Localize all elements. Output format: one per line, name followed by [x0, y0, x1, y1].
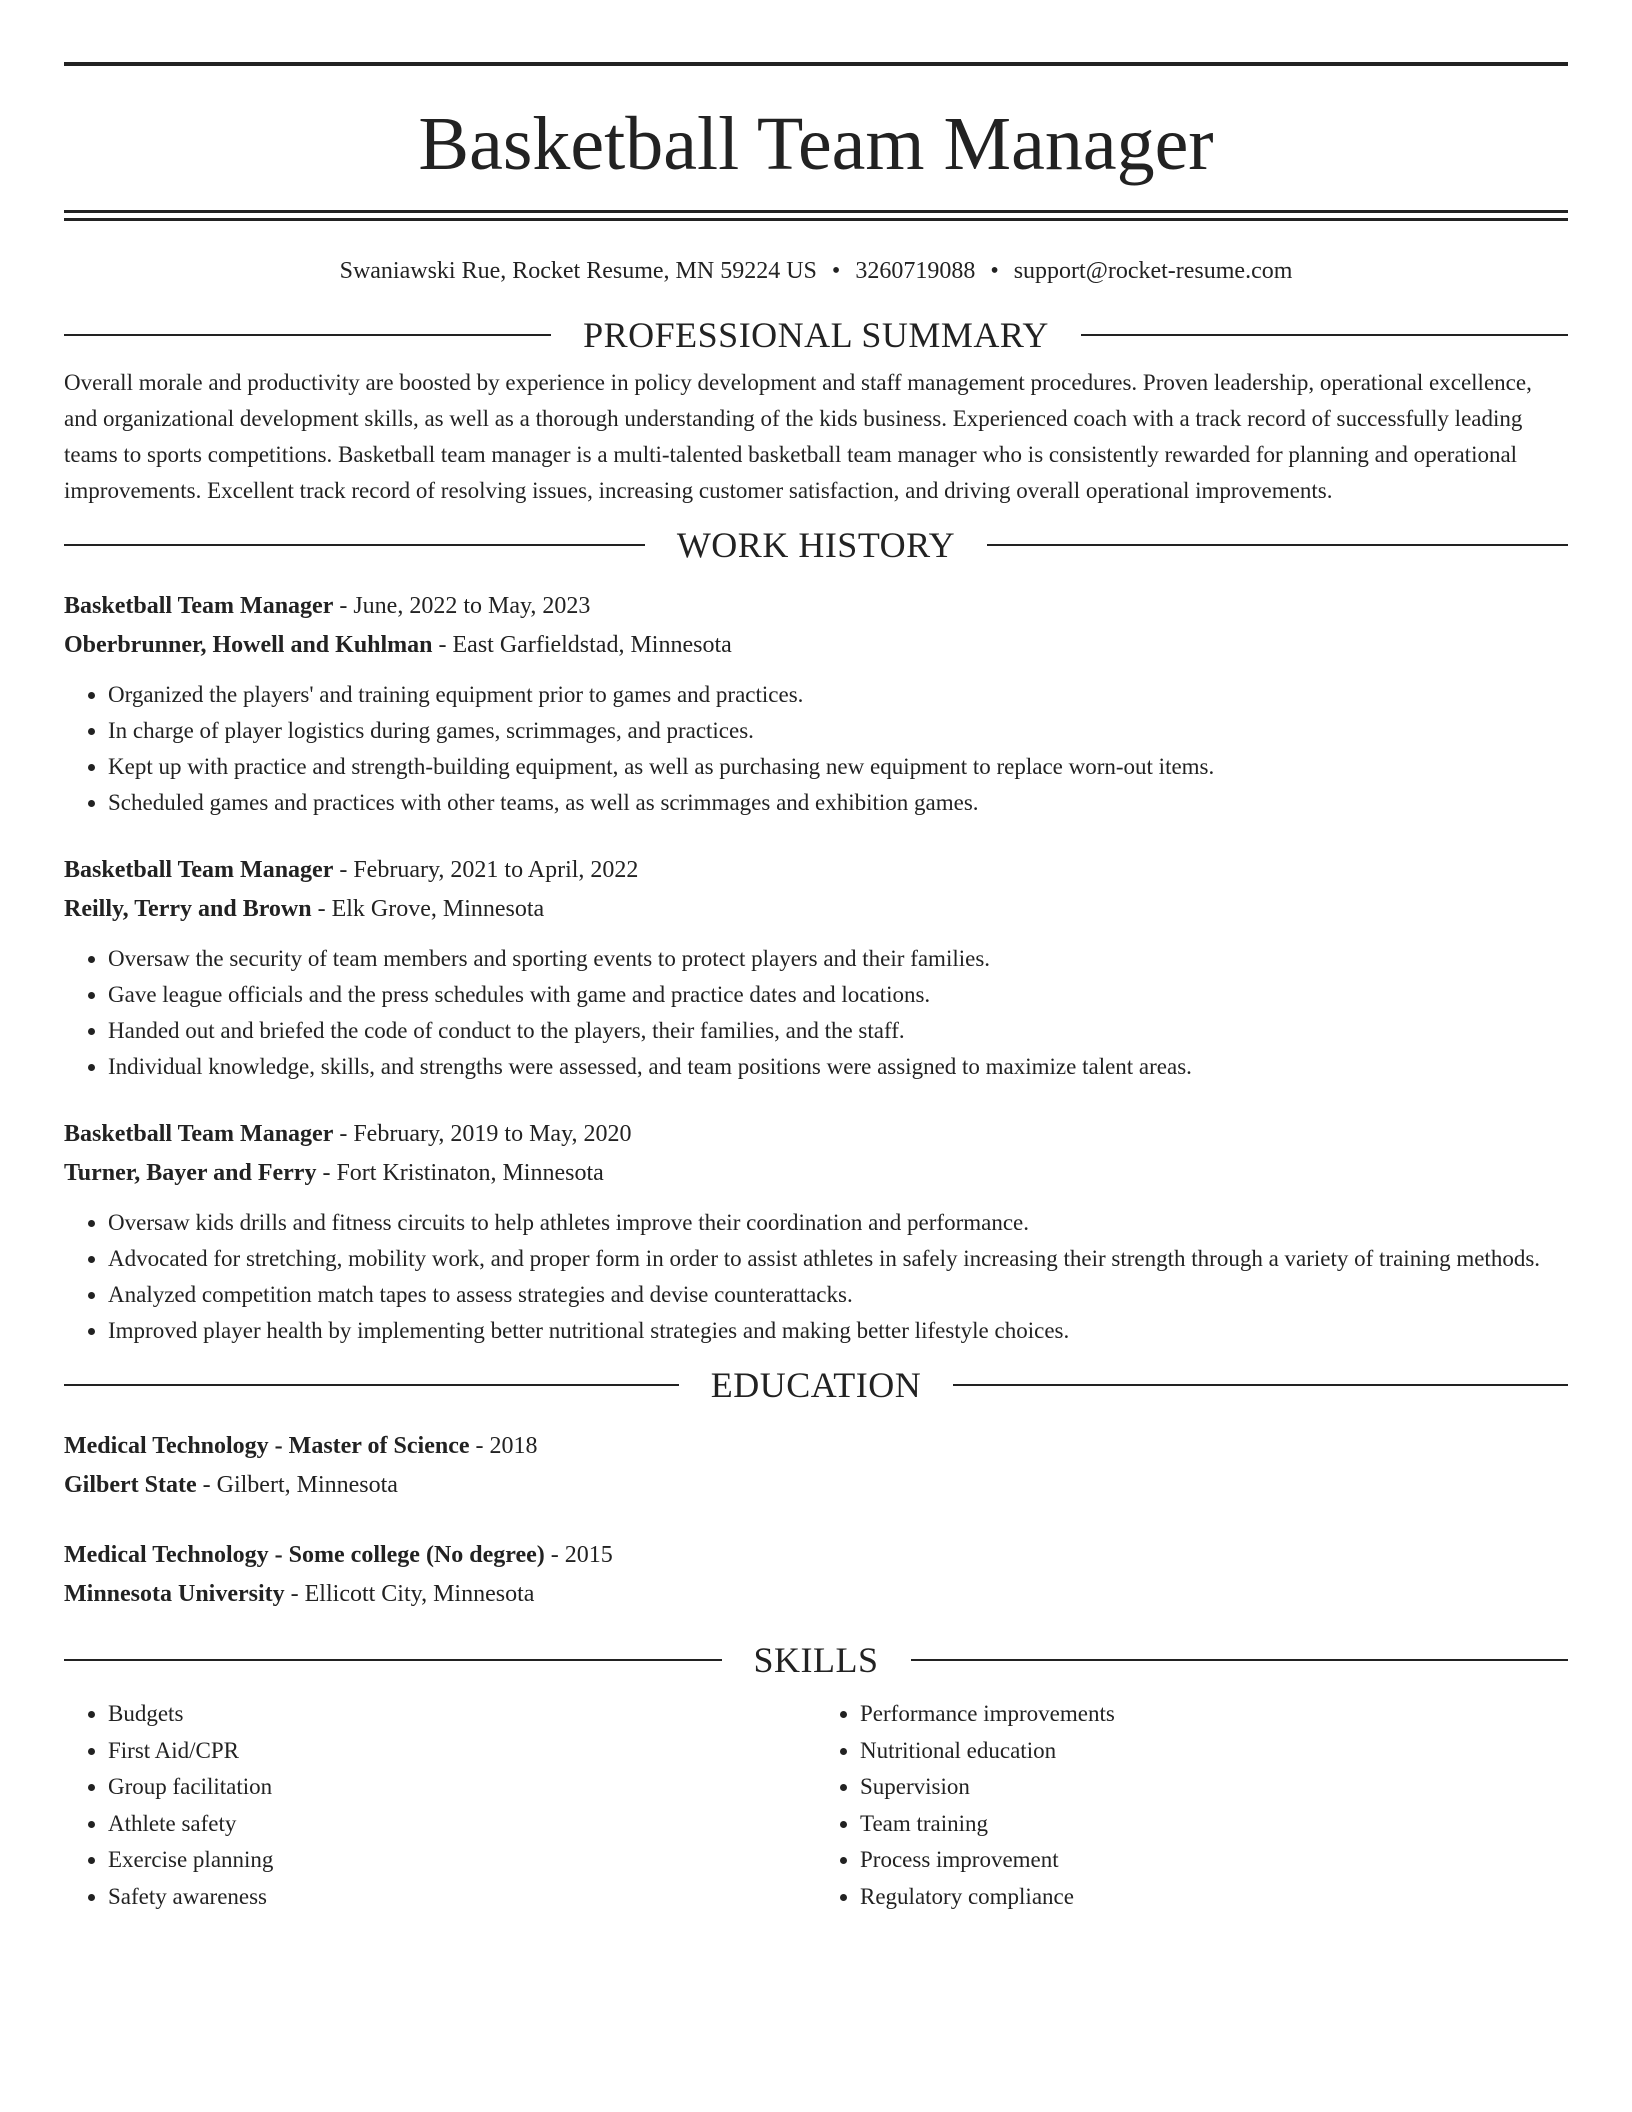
- skill-item: • Group facilitation: [108, 1769, 816, 1806]
- skill-item: • Athlete safety: [108, 1806, 816, 1843]
- job-duties: [64, 1205, 1568, 1349]
- job-location: - Elk Grove, Minnesota: [311, 896, 545, 922]
- degree-year: - 2015: [544, 1542, 613, 1568]
- section-rule: [987, 544, 1568, 546]
- job-location: - East Garfieldstad, Minnesota: [432, 632, 732, 658]
- section-rule: [64, 334, 551, 336]
- skills-list-left: [64, 1696, 816, 1915]
- list-item: • Kept up with practice and strength-building equipment, as well as purchasing new equipment to replace worn-out items.: [108, 749, 1568, 785]
- job-company: Turner, Bayer and Ferry: [64, 1160, 317, 1186]
- section-heading-work: [64, 523, 1568, 567]
- degree: Medical Technology - Some college (No degree): [64, 1542, 545, 1568]
- list-item: • Advocated for stretching, mobility work, and proper form in order to assist athletes in safely increasing their strength through a variety of training methods.: [108, 1241, 1568, 1277]
- section-title: EDUCATION: [710, 1365, 922, 1405]
- job-company: Reilly, Terry and Brown: [64, 896, 312, 922]
- contact-phone[interactable]: 3260719088: [855, 258, 976, 284]
- section-title: SKILLS: [753, 1640, 879, 1680]
- list-item: • Individual knowledge, skills, and strengths were assessed, and team positions were assigned to maximize talent areas.: [108, 1049, 1568, 1085]
- contact-line: [64, 255, 1568, 287]
- school: Minnesota University: [64, 1581, 285, 1607]
- section-heading-summary: [64, 313, 1568, 357]
- contact-email[interactable]: support@rocket-resume.com: [1013, 258, 1293, 284]
- double-rule: [64, 210, 1568, 221]
- degree-line: [64, 1427, 1568, 1466]
- section-rule: [911, 1659, 1569, 1661]
- education-entry: [64, 1536, 1568, 1614]
- skills-list-right: [816, 1696, 1568, 1915]
- job-location: - Fort Kristinaton, Minnesota: [316, 1160, 604, 1186]
- contact-separator: •: [990, 258, 999, 284]
- job-company: Oberbrunner, Howell and Kuhlman: [64, 632, 433, 658]
- list-item: • Oversaw kids drills and fitness circuits to help athletes improve their coordination and performance.: [108, 1205, 1568, 1241]
- school-location: - Gilbert, Minnesota: [196, 1472, 398, 1498]
- skill-item: • Safety awareness: [108, 1879, 816, 1916]
- skill-item: • Regulatory compliance: [860, 1879, 1568, 1916]
- section-title: PROFESSIONAL SUMMARY: [583, 315, 1049, 355]
- section-rule: [953, 1384, 1568, 1386]
- skills-columns: [64, 1682, 1568, 1915]
- skill-item: • Nutritional education: [860, 1733, 1568, 1770]
- list-item: • Oversaw the security of team members and sporting events to protect players and their families.: [108, 941, 1568, 977]
- job-dates: - February, 2019 to May, 2020: [333, 1121, 632, 1147]
- skill-item: • First Aid/CPR: [108, 1733, 816, 1770]
- section-rule: [64, 544, 645, 546]
- job-title-line: [64, 587, 1568, 626]
- list-item: • Gave league officials and the press schedules with game and practice dates and locations.: [108, 977, 1568, 1013]
- job-dates: - June, 2022 to May, 2023: [333, 593, 591, 619]
- school-location: - Ellicott City, Minnesota: [284, 1581, 535, 1607]
- school-line: [64, 1466, 1568, 1505]
- school: Gilbert State: [64, 1472, 197, 1498]
- skill-item: • Process improvement: [860, 1842, 1568, 1879]
- degree-line: [64, 1536, 1568, 1575]
- job-duties: [64, 677, 1568, 821]
- section-heading-skills: [64, 1638, 1568, 1682]
- job-dates: - February, 2021 to April, 2022: [333, 857, 639, 883]
- list-item: • Organized the players' and training equipment prior to games and practices.: [108, 677, 1568, 713]
- job-entry: [64, 851, 1568, 1085]
- job-title: Basketball Team Manager: [64, 857, 334, 883]
- job-entry: [64, 1115, 1568, 1349]
- skill-item: • Supervision: [860, 1769, 1568, 1806]
- job-duties: [64, 941, 1568, 1085]
- job-entry: [64, 587, 1568, 821]
- section-rule: [1081, 334, 1568, 336]
- skill-item: • Team training: [860, 1806, 1568, 1843]
- contact-separator: •: [831, 258, 841, 284]
- degree: Medical Technology - Master of Science: [64, 1433, 470, 1459]
- list-item: • Improved player health by implementing better nutritional strategies and making better lifestyle choices.: [108, 1313, 1568, 1349]
- summary-text: Overall morale and productivity are boosted by experience in policy development and staff management procedures. Proven leadership, operational excellence, and organizational development skills, as well as a thorough understanding of the kids business. Experienced coach with a track record of successfully leading teams to sports competitions. Basketball team manager is a multi-talented basketball team manager who is consistently rewarded for planning and operational improvements. Excellent track record of resolving issues, increasing customer satisfaction, and driving overall operational improvements.: [64, 370, 1532, 503]
- job-title: Basketball Team Manager: [64, 593, 334, 619]
- job-title: Basketball Team Manager: [64, 1121, 334, 1147]
- job-company-line: [64, 626, 1568, 665]
- section-title: WORK HISTORY: [676, 525, 956, 565]
- job-company-line: [64, 890, 1568, 929]
- skill-item: • Performance improvements: [860, 1696, 1568, 1733]
- school-line: [64, 1575, 1568, 1614]
- section-rule: [64, 1659, 722, 1661]
- skill-item: • Budgets: [108, 1696, 816, 1733]
- list-item: • Handed out and briefed the code of conduct to the players, their families, and the staff.: [108, 1013, 1568, 1049]
- section-heading-education: [64, 1363, 1568, 1407]
- education-entry: [64, 1427, 1568, 1505]
- skill-item: • Exercise planning: [108, 1842, 816, 1879]
- job-company-line: [64, 1154, 1568, 1193]
- list-item: • In charge of player logistics during games, scrimmages, and practices.: [108, 713, 1568, 749]
- resume-name: Basketball Team Manager: [418, 102, 1214, 186]
- job-title-line: [64, 851, 1568, 890]
- list-item: • Scheduled games and practices with other teams, as well as scrimmages and exhibition games.: [108, 785, 1568, 821]
- section-rule: [64, 1384, 679, 1386]
- list-item: • Analyzed competition match tapes to assess strategies and devise counterattacks.: [108, 1277, 1568, 1313]
- job-title-line: [64, 1115, 1568, 1154]
- degree-year: - 2018: [469, 1433, 538, 1459]
- contact-address: Swaniawski Rue, Rocket Resume, MN 59224 US: [339, 258, 817, 284]
